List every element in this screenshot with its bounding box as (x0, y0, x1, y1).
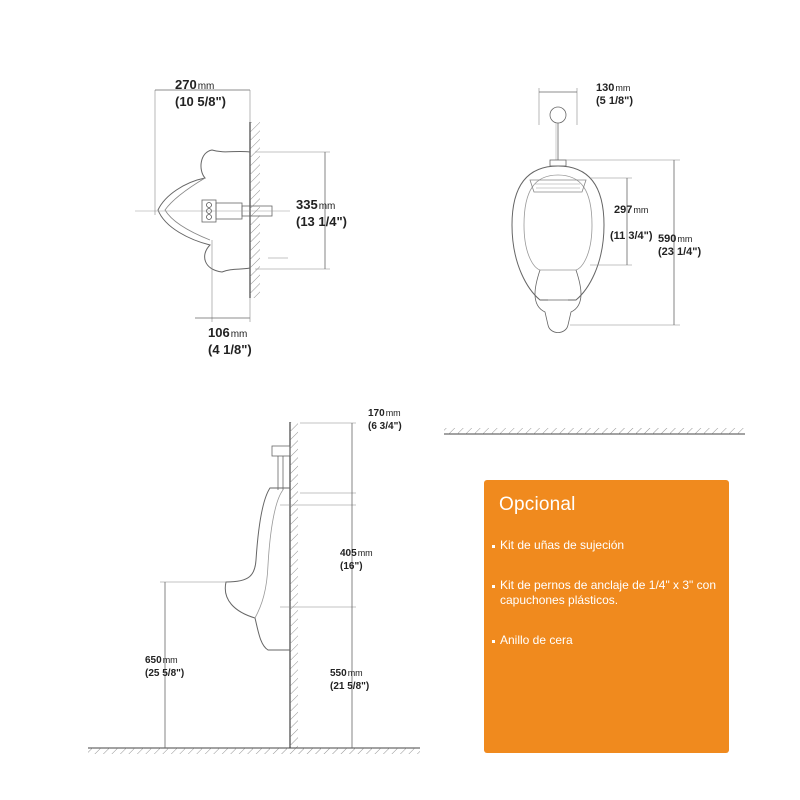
dim-supply-imperial: (6 3/4") (368, 421, 402, 432)
dim-supply-unit: mm (385, 408, 401, 418)
dim-width-metric: 270 (175, 77, 197, 92)
dim-inner-height-metric-label (614, 204, 648, 217)
dim-supply-label (368, 407, 402, 433)
dim-height-unit: mm (318, 201, 336, 212)
dim-bolt-spacing-label (340, 547, 373, 573)
dim-width-label (175, 77, 226, 109)
dim-bolt-height-metric: 550 (330, 668, 347, 679)
dim-bolt-height-label (330, 667, 369, 693)
dim-width-unit: mm (197, 81, 215, 92)
dim-rim-height-metric: 650 (145, 655, 162, 666)
optional-item-text: Kit de pernos de anclaje de 1/4" x 3" con capuchones plásticos. (500, 578, 716, 607)
list-item (492, 578, 724, 608)
list-item (492, 633, 724, 648)
bullet-icon (492, 585, 495, 588)
optional-item-text: Kit de uñas de sujeción (500, 538, 625, 552)
dim-top-width-metric: 130 (596, 82, 615, 94)
dim-height-metric: 335 (296, 197, 318, 212)
dim-inner-height-imperial-label (610, 230, 653, 243)
dim-bolt-spacing-imperial: (16") (340, 561, 363, 572)
front-view-drawing (512, 88, 680, 333)
dim-width-imperial: (10 5/8") (175, 94, 226, 109)
dim-bolt-spacing-unit: mm (357, 548, 373, 558)
dim-bolt-spacing-metric: 405 (340, 548, 357, 559)
list-item (492, 538, 724, 553)
dim-total-height-label (658, 233, 701, 259)
dim-rim-height-imperial: (25 5/8") (145, 668, 185, 679)
dim-top-width-imperial: (5 1/8") (596, 95, 634, 107)
dim-top-width-label (596, 82, 633, 108)
dim-supply-metric: 170 (368, 408, 385, 419)
dim-total-height-metric: 590 (658, 233, 677, 245)
dim-height-imperial: (13 1/4") (296, 214, 347, 229)
optional-panel-title: Opcional (499, 494, 576, 515)
dim-bolt-height-imperial: (21 5/8") (330, 681, 370, 692)
optional-panel (484, 480, 729, 753)
bullet-icon (492, 640, 495, 643)
optional-item-text: Anillo de cera (500, 633, 573, 647)
dim-inner-height-metric: 297 (614, 204, 633, 216)
dim-inner-height-imperial: (11 3/4") (610, 230, 653, 242)
bullet-icon (492, 545, 495, 548)
dim-projection-label (208, 325, 252, 357)
optional-items-list (492, 538, 724, 673)
dim-top-width-unit: mm (615, 83, 631, 93)
dim-projection-imperial: (4 1/8") (208, 342, 252, 357)
dim-total-height-unit: mm (677, 234, 693, 244)
dim-height-label (296, 197, 347, 229)
dim-projection-unit: mm (230, 329, 248, 340)
floor-line-right (444, 428, 745, 434)
dim-total-height-imperial: (23 1/4") (658, 246, 702, 258)
dim-projection-metric: 106 (208, 325, 230, 340)
dim-rim-height-unit: mm (162, 655, 178, 665)
dim-bolt-height-unit: mm (347, 668, 363, 678)
dim-inner-height-unit: mm (633, 205, 649, 215)
dim-rim-height-label (145, 654, 184, 680)
side-view-drawing (88, 422, 420, 754)
